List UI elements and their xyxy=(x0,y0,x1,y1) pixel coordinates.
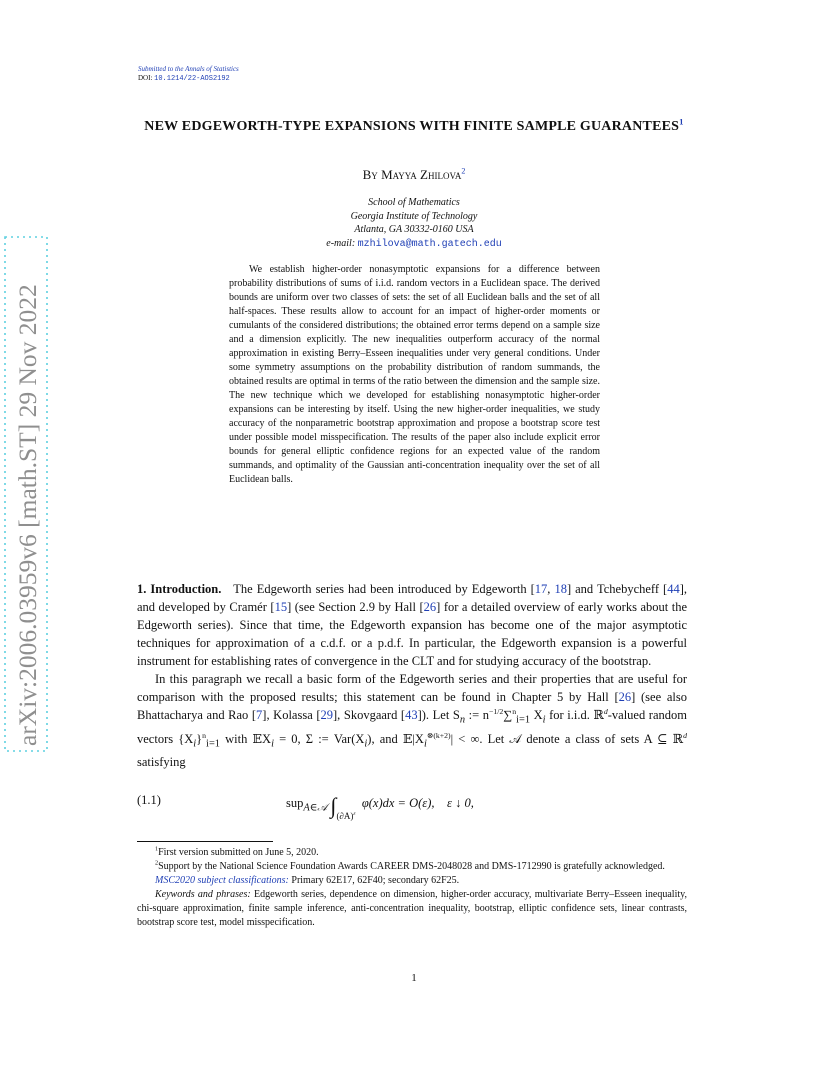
author-line xyxy=(140,167,688,183)
author-footnote-mark[interactable]: 2 xyxy=(461,166,466,176)
text-run: satisfying xyxy=(137,755,186,769)
equation-body xyxy=(286,793,474,821)
text-run: := n xyxy=(465,708,489,722)
citation-link[interactable]: 26 xyxy=(618,690,632,704)
text-run: | < ∞. Let 𝒜 denote a class of sets A ⊆ ℝ xyxy=(450,731,684,746)
title-text: NEW EDGEWORTH-TYPE EXPANSIONS WITH FINITE SAMPLE GUARANTEES xyxy=(144,119,680,134)
text-run: ] (see Section 2.9 by Hall [ xyxy=(287,600,424,614)
equation-1-1 xyxy=(137,793,687,833)
citation-link[interactable]: 7 xyxy=(256,708,263,722)
footnote-divider xyxy=(137,841,273,842)
abstract: We establish higher-order nonasymptotic expansions for a difference between probability distributions of sums of i.i.d. random vectors in a Euclidean space. The derived bounds are uniform over two classes of sets: the set of all Euclidean balls and the set of all half-spaces. These results allow to account for an impact of higher-order moments or cumulants of the considered distributions; the obtained error terms depend on a sample size and a dimension explicitly. The new inequalities outperform accuracy of the normal approximation in existing Berry–Esseen inequalities under very general conditions. Under some symmetry assumptions on the probability distribution of random summands, the obtained results are optimal in terms of the ratio between the dimension and the sample size. The new technique which we developed for establishing nonasymptotic higher-order expansions can be interesting by itself. Using the new higher-order inequalities, we study accuracy of the nonparametric bootstrap approximation and propose a bootstrap score test under possible model misspecification. The results of the paper also include explicit error bounds for general elliptic confidence regions for an expected value of the random summands, and optimality of the Gaussian anti-concentration inequality over the set of all Euclidean balls. xyxy=(229,264,600,485)
footnote-mark: 2 xyxy=(155,859,159,867)
citation-link[interactable]: 43 xyxy=(405,708,418,722)
text-run: ] (see also Bhattacharya and Rao [ xyxy=(137,690,687,722)
affiliation-email-line xyxy=(140,237,688,252)
citation-link[interactable]: 44 xyxy=(667,582,680,596)
citation-link[interactable]: 15 xyxy=(274,600,288,614)
footnotes xyxy=(137,846,687,930)
text-run: ∑ xyxy=(503,708,513,722)
affiliation-address: Atlanta, GA 30332-0160 USA xyxy=(354,224,474,235)
text-run: ]). Let S xyxy=(417,708,460,722)
text-run: ] and Tchebycheff [ xyxy=(566,582,668,596)
text-run: ), and 𝔼|X xyxy=(367,731,424,746)
text-run: ] for a detailed overview of early works about the Edgeworth series). Since that time, the Edgeworth expansion has become one of the major asymptotic techniques for approximation of a c.d.f. or a p.d.f. In particular, the Edgeworth expansion is a powerful instrument for establishing rates of convergence in the CLT and for studying accuracy of the bootstrap. xyxy=(137,600,687,668)
affiliation-institution: Georgia Institute of Technology xyxy=(350,210,478,222)
text-run: = 0, Σ := Var(X xyxy=(273,731,365,746)
text-run: In this paragraph we recall a basic form of the Edgeworth series and their properties that are useful for comparison with the proposed results; this statement can be found in Chapter 5 by Hall [ xyxy=(137,672,687,704)
footnote-text: First version submitted on June 5, 2020. xyxy=(158,847,319,858)
msc-link[interactable]: MSC2020 subject classifications: xyxy=(155,875,289,886)
keywords-label: Keywords and phrases: xyxy=(155,889,251,900)
integral-sign: ∫ xyxy=(330,793,337,818)
citation-link[interactable]: 26 xyxy=(423,600,437,614)
arxiv-stamp xyxy=(4,236,48,752)
citation-link[interactable]: 18 xyxy=(554,582,567,596)
affiliation xyxy=(140,196,688,251)
footnote-2 xyxy=(137,860,687,874)
integrand: φ(x)dx = O(ε), xyxy=(361,796,435,810)
equation-label: (1.1) xyxy=(137,793,161,807)
keywords-text: Edgeworth series, dependence on dimension, higher-order accuracy, multivariate Berry–Esseen inequality, chi-square approximation, finite sample inference, anti-concentration inequality, bootstrap, elliptic confidence sets, linear contrasts, bootstrap score test, model misspecification. xyxy=(137,889,687,928)
doi-line xyxy=(138,74,230,84)
page-number: 1 xyxy=(411,972,417,984)
text-run: for i.i.d. ℝ xyxy=(545,708,604,722)
intro-paragraph-2: In this paragraph we recall a basic form of the Edgeworth series and their properties that are useful for comparison with the proposed results; this statement can be found in Chapter 5 by Hall [26] (see also Bhattacharya and Rao [7], Kolassa [29], Skovgaard [43]). Let $S_n$ := $n^{-1/2}\sum^n_{i=1}$ $X_i$ for i.i.d. ℝ$^d$-valued random vectors $\{X_i\}^n_{i=1}$ with 𝔼X$_i$ = 0, Σ := $Var(X_i)$, and $𝔼|X_i^{\otimes(k+2)}|$ < ∞. Let 𝒜 denote a class of sets A ⊆ ℝ$^d$ satisfying xyxy=(137,672,687,769)
keywords xyxy=(137,888,687,930)
sup-operator: sup xyxy=(286,796,304,810)
sup-subscript: A∈𝒜 xyxy=(303,802,328,814)
doi-label: DOI: xyxy=(138,74,153,82)
author-by: By xyxy=(362,167,378,182)
introduction-section xyxy=(137,580,687,771)
msc-classification xyxy=(137,874,687,888)
limit-condition: ε ↓ 0, xyxy=(447,796,474,810)
text-run: ], and developed by Cramér [ xyxy=(137,582,688,614)
email-link[interactable]: mzhilova@math.gatech.edu xyxy=(357,238,502,250)
text-run: with 𝔼X xyxy=(220,731,272,746)
citation-link[interactable]: 17 xyxy=(534,582,548,596)
arxiv-identifier: arXiv:2006.03959v6 [math.ST] 29 Nov 2022 xyxy=(13,284,42,746)
msc-text: Primary 62E17, 62F40; secondary 62F25. xyxy=(291,875,460,886)
journal-name[interactable]: Submitted to the Annals of Statistics xyxy=(138,65,239,73)
email-label: e-mail: xyxy=(326,237,356,249)
text-run: The Edgeworth series had been introduced by Edgeworth [ xyxy=(233,582,535,596)
footnote-text: Support by the National Science Foundation Awards CAREER DMS-2048028 and DMS-1712990 is gratefully acknowledged. xyxy=(158,861,665,872)
doi-link[interactable]: 10.1214/22-AOS2192 xyxy=(154,75,230,83)
text-run: } xyxy=(196,731,203,746)
text-run: -valued random vectors {X xyxy=(137,708,687,746)
text-run: , xyxy=(547,582,555,596)
footnote-mark: 1 xyxy=(155,845,159,853)
affiliation-dept: School of Mathematics xyxy=(368,197,460,208)
footnote-1 xyxy=(137,846,687,860)
integral-domain: (∂A) xyxy=(336,811,354,821)
text-run: ], Kolassa [ xyxy=(262,708,321,722)
section-heading: 1. Introduction. xyxy=(137,582,222,596)
text-run: ], Skovgaard [ xyxy=(333,708,406,722)
integral-domain-sup: ε xyxy=(353,811,356,817)
author-name: Mayya Zhilova xyxy=(381,167,462,182)
title-footnote-mark[interactable]: 1 xyxy=(679,116,684,127)
paper-title xyxy=(140,118,688,136)
text-run: X xyxy=(530,708,543,722)
intro-paragraph-1 xyxy=(137,580,687,670)
citation-link[interactable]: 29 xyxy=(320,708,333,722)
